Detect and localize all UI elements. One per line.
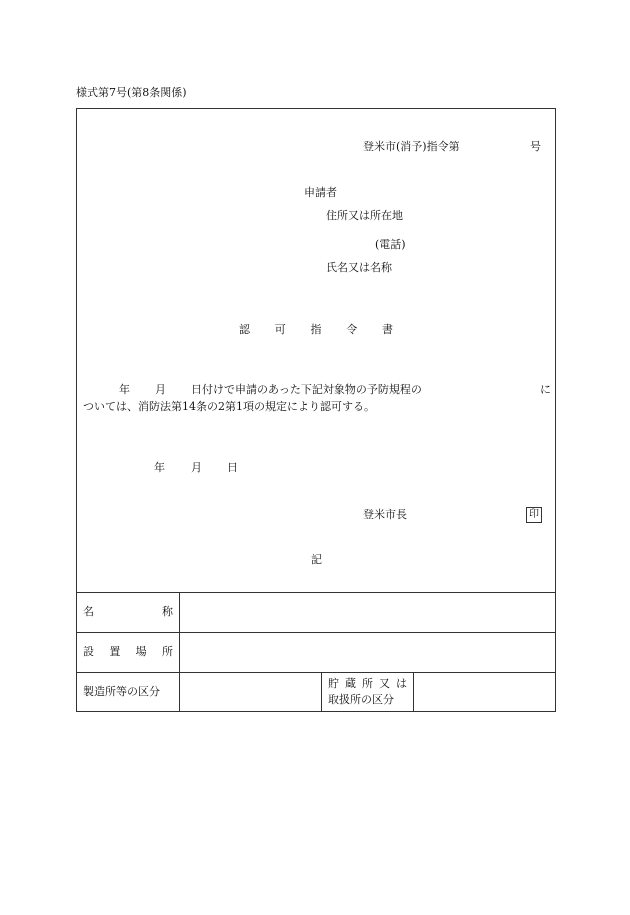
body-line1-month: 月 (155, 383, 166, 396)
title-char: 認 (239, 323, 250, 336)
body-line2: ついては、消防法第14条の2第1項の規定により認可する。 (83, 400, 375, 413)
order-number-suffix: 号 (530, 140, 541, 153)
table-name-label: 名 称 (83, 605, 173, 618)
title-char: 令 (346, 323, 358, 336)
phone-label: (電話) (375, 238, 406, 251)
table-storage-label-line2: 取扱所の区分 (328, 693, 394, 706)
form-label: 様式第7号(第8条関係) (76, 86, 187, 99)
table-label-column-line (179, 592, 180, 712)
mayor-title: 登米市長 (363, 508, 407, 521)
body-line1-text: 日付けで申請のあった下記対象物の予防規程の (191, 383, 422, 396)
date-month: 月 (191, 461, 202, 474)
name-label: 氏名又は名称 (326, 261, 392, 274)
table-row-line (76, 672, 556, 673)
title-char: 指 (310, 323, 322, 336)
city-order-label: 登米市(消予)指令第 (363, 140, 460, 153)
table-location-label: 設 置 場 所 (83, 645, 173, 658)
body-line1-year: 年 (119, 383, 130, 396)
table-middle-column-line (413, 672, 414, 712)
seal-mark: 印 (526, 507, 542, 523)
date-day: 日 (227, 461, 238, 474)
table-middle-column-line (321, 672, 322, 712)
ki-label: 記 (311, 553, 322, 566)
table-storage-label-line1: 貯 蔵 所 又 は (328, 677, 407, 690)
title-char: 可 (274, 323, 286, 336)
address-label: 住所又は所在地 (326, 209, 403, 222)
date-year: 年 (154, 461, 165, 474)
applicant-label: 申請者 (304, 186, 337, 199)
document-title (239, 323, 393, 337)
table-row-line (76, 632, 556, 633)
body-line1-end: に (540, 383, 551, 396)
table-top-line (76, 592, 556, 593)
table-manufacturing-label: 製造所等の区分 (83, 685, 160, 698)
title-char: 書 (382, 323, 393, 336)
